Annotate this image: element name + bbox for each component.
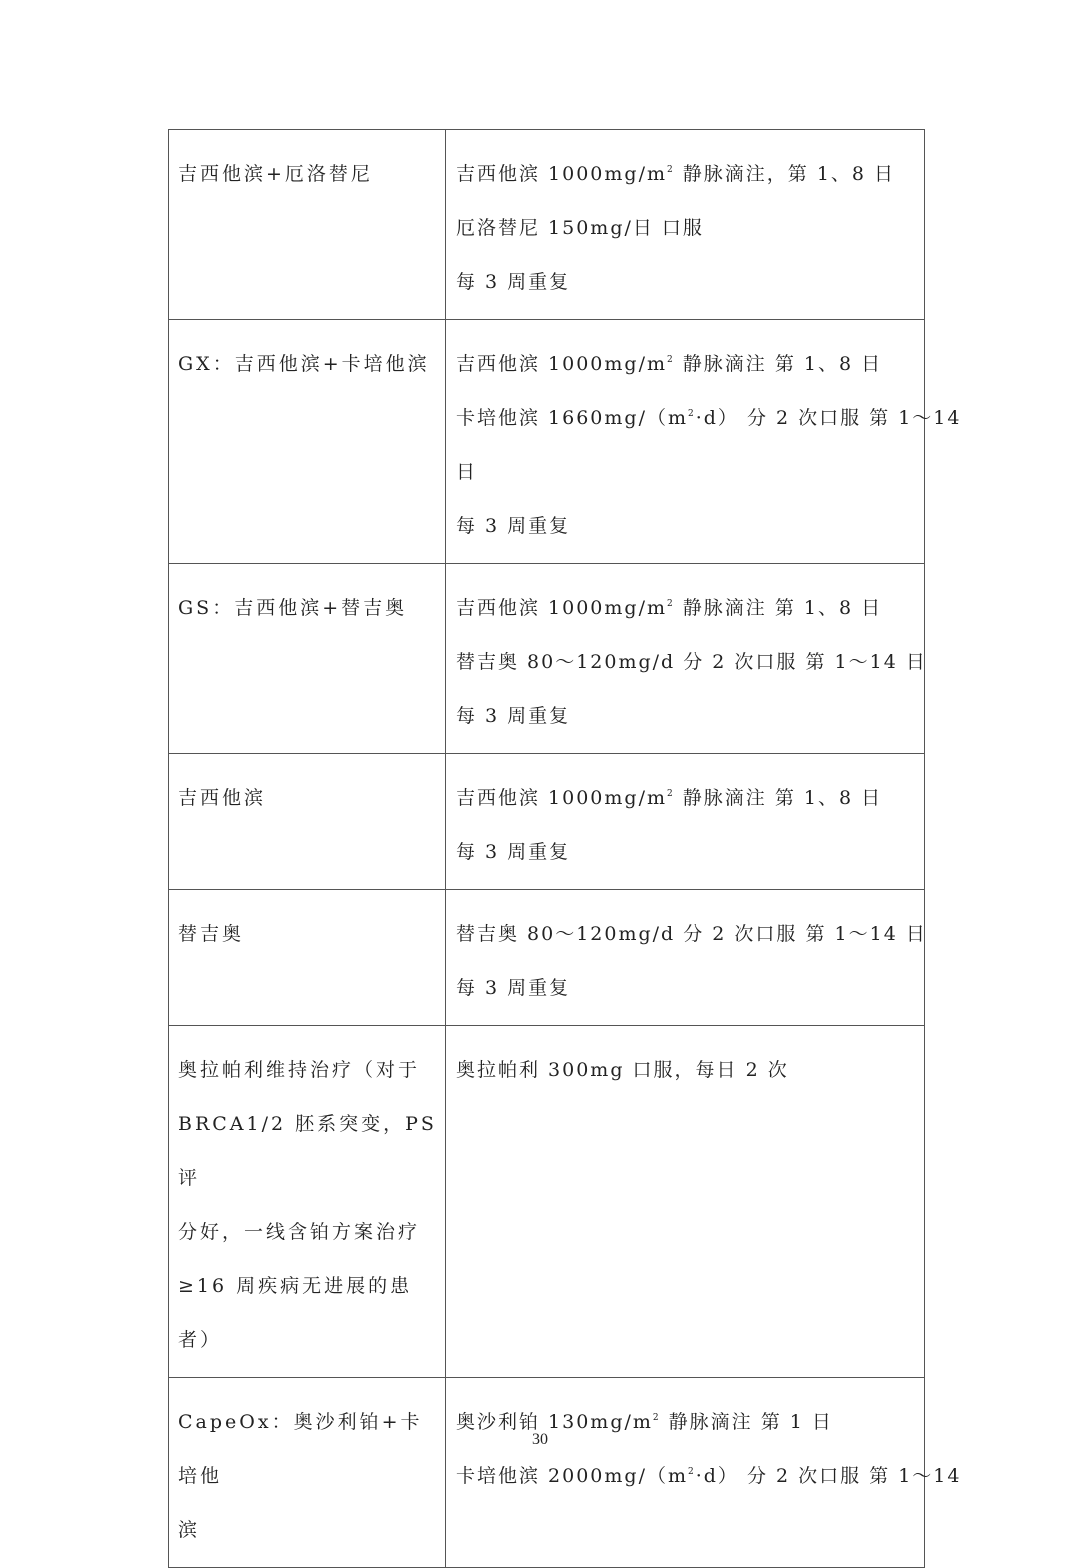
dosing-line bbox=[456, 961, 918, 1015]
table-row bbox=[169, 130, 925, 320]
dosing-line bbox=[456, 147, 918, 201]
dosing-cell bbox=[446, 130, 925, 320]
regimen-name-cell bbox=[169, 320, 446, 564]
dosing-text: ·d） 分 2 次口服 第 1～14 bbox=[695, 1465, 962, 1487]
dosing-text: 吉西他滨 1000mg/m bbox=[456, 597, 667, 619]
dosing-line bbox=[456, 499, 918, 553]
regimen-name-line: CapeOx：奥沙利铂+卡培他 bbox=[178, 1411, 423, 1487]
table-row bbox=[169, 1378, 925, 1568]
regimen-name-line: 替吉奥 bbox=[178, 923, 245, 945]
dosing-text: 吉西他滨 1000mg/m bbox=[456, 163, 667, 185]
dosing-text: 每 3 周重复 bbox=[456, 515, 571, 537]
superscript: 2 bbox=[667, 789, 675, 799]
dosing-text: 每 3 周重复 bbox=[456, 705, 571, 727]
dosing-line bbox=[456, 635, 927, 689]
table-row bbox=[169, 754, 925, 890]
dosing-line bbox=[456, 825, 918, 879]
regimen-name-line: 吉西他滨 bbox=[178, 787, 267, 809]
regimen-name-line: 奥拉帕利维持治疗（对于 bbox=[178, 1059, 421, 1081]
dosing-line bbox=[456, 1043, 918, 1097]
dosing-cell bbox=[446, 890, 925, 1026]
dosing-text: 每 3 周重复 bbox=[456, 977, 571, 999]
regimen-name-line: GX：吉西他滨+卡培他滨 bbox=[178, 353, 430, 375]
dosing-line bbox=[456, 201, 918, 255]
dosing-text: 每 3 周重复 bbox=[456, 841, 571, 863]
regimen-name-cell bbox=[169, 1378, 446, 1568]
regimen-name-line: 分好，一线含铂方案治疗 bbox=[178, 1221, 421, 1243]
dosing-line bbox=[456, 337, 918, 391]
dosing-line bbox=[456, 445, 918, 499]
dosing-text: 卡培他滨 1660mg/（m bbox=[456, 407, 688, 429]
regimen-name-cell bbox=[169, 564, 446, 754]
dosing-text: 替吉奥 80～120mg/d 分 2 次口服 第 1～14 日 bbox=[456, 923, 927, 945]
regimen-table bbox=[168, 129, 962, 1568]
dosing-line bbox=[456, 391, 962, 445]
table-row bbox=[169, 564, 925, 754]
superscript: 2 bbox=[688, 1467, 696, 1477]
regimen-name-cell bbox=[169, 890, 446, 1026]
dosing-line bbox=[456, 907, 927, 961]
dosing-text: 静脉滴注 第 1、8 日 bbox=[674, 597, 883, 619]
regimen-name-cell bbox=[169, 754, 446, 890]
dosing-text: 每 3 周重复 bbox=[456, 271, 571, 293]
regimen-name-line: ≥16 周疾病无进展的患 bbox=[178, 1275, 413, 1297]
dosing-text: 奥沙利铂 130mg/m bbox=[456, 1411, 653, 1433]
dosing-line bbox=[456, 771, 918, 825]
superscript: 2 bbox=[652, 1413, 661, 1423]
regimen-name-line: BRCA1/2 胚系突变，PS 评 bbox=[178, 1113, 437, 1189]
table-row bbox=[169, 320, 925, 564]
dosing-text: 吉西他滨 1000mg/m bbox=[456, 787, 667, 809]
regimen-name-cell bbox=[169, 1026, 446, 1378]
dosing-text: 吉西他滨 1000mg/m bbox=[456, 353, 667, 375]
dosing-text: 日 bbox=[456, 461, 478, 483]
page-number: 30 bbox=[532, 1431, 548, 1448]
dosing-cell bbox=[446, 1378, 962, 1568]
dosing-cell bbox=[446, 320, 962, 564]
regimen-name-line: 吉西他滨+厄洛替尼 bbox=[178, 163, 373, 185]
regimen-name-line: 滨 bbox=[178, 1519, 201, 1541]
dosing-line bbox=[456, 689, 918, 743]
superscript: 2 bbox=[688, 409, 696, 419]
dosing-line bbox=[456, 581, 918, 635]
dosing-text: 静脉滴注 第 1、8 日 bbox=[674, 353, 883, 375]
superscript: 2 bbox=[667, 355, 675, 365]
superscript: 2 bbox=[667, 165, 675, 175]
dosing-cell bbox=[446, 754, 925, 890]
dosing-text: ·d） 分 2 次口服 第 1～14 bbox=[695, 407, 962, 429]
dosing-line bbox=[456, 1449, 962, 1503]
regimen-name-line: 者） bbox=[178, 1329, 223, 1351]
table-row bbox=[169, 890, 925, 1026]
regimen-name-line: GS：吉西他滨+替吉奥 bbox=[178, 597, 408, 619]
dosing-text: 静脉滴注，第 1、8 日 bbox=[674, 163, 896, 185]
regimen-name-cell bbox=[169, 130, 446, 320]
dosing-cell bbox=[446, 564, 925, 754]
superscript: 2 bbox=[667, 599, 675, 609]
dosing-cell bbox=[446, 1026, 925, 1378]
dosing-text: 奥拉帕利 300mg 口服，每日 2 次 bbox=[456, 1059, 789, 1081]
dosing-line bbox=[456, 255, 918, 309]
dosing-text: 厄洛替尼 150mg/日 口服 bbox=[456, 217, 704, 239]
dosing-text: 卡培他滨 2000mg/（m bbox=[456, 1465, 688, 1487]
table-row bbox=[169, 1026, 925, 1378]
dosing-text: 静脉滴注 第 1 日 bbox=[660, 1411, 833, 1433]
dosing-text: 替吉奥 80～120mg/d 分 2 次口服 第 1～14 日 bbox=[456, 651, 927, 673]
dosing-text: 静脉滴注 第 1、8 日 bbox=[674, 787, 883, 809]
